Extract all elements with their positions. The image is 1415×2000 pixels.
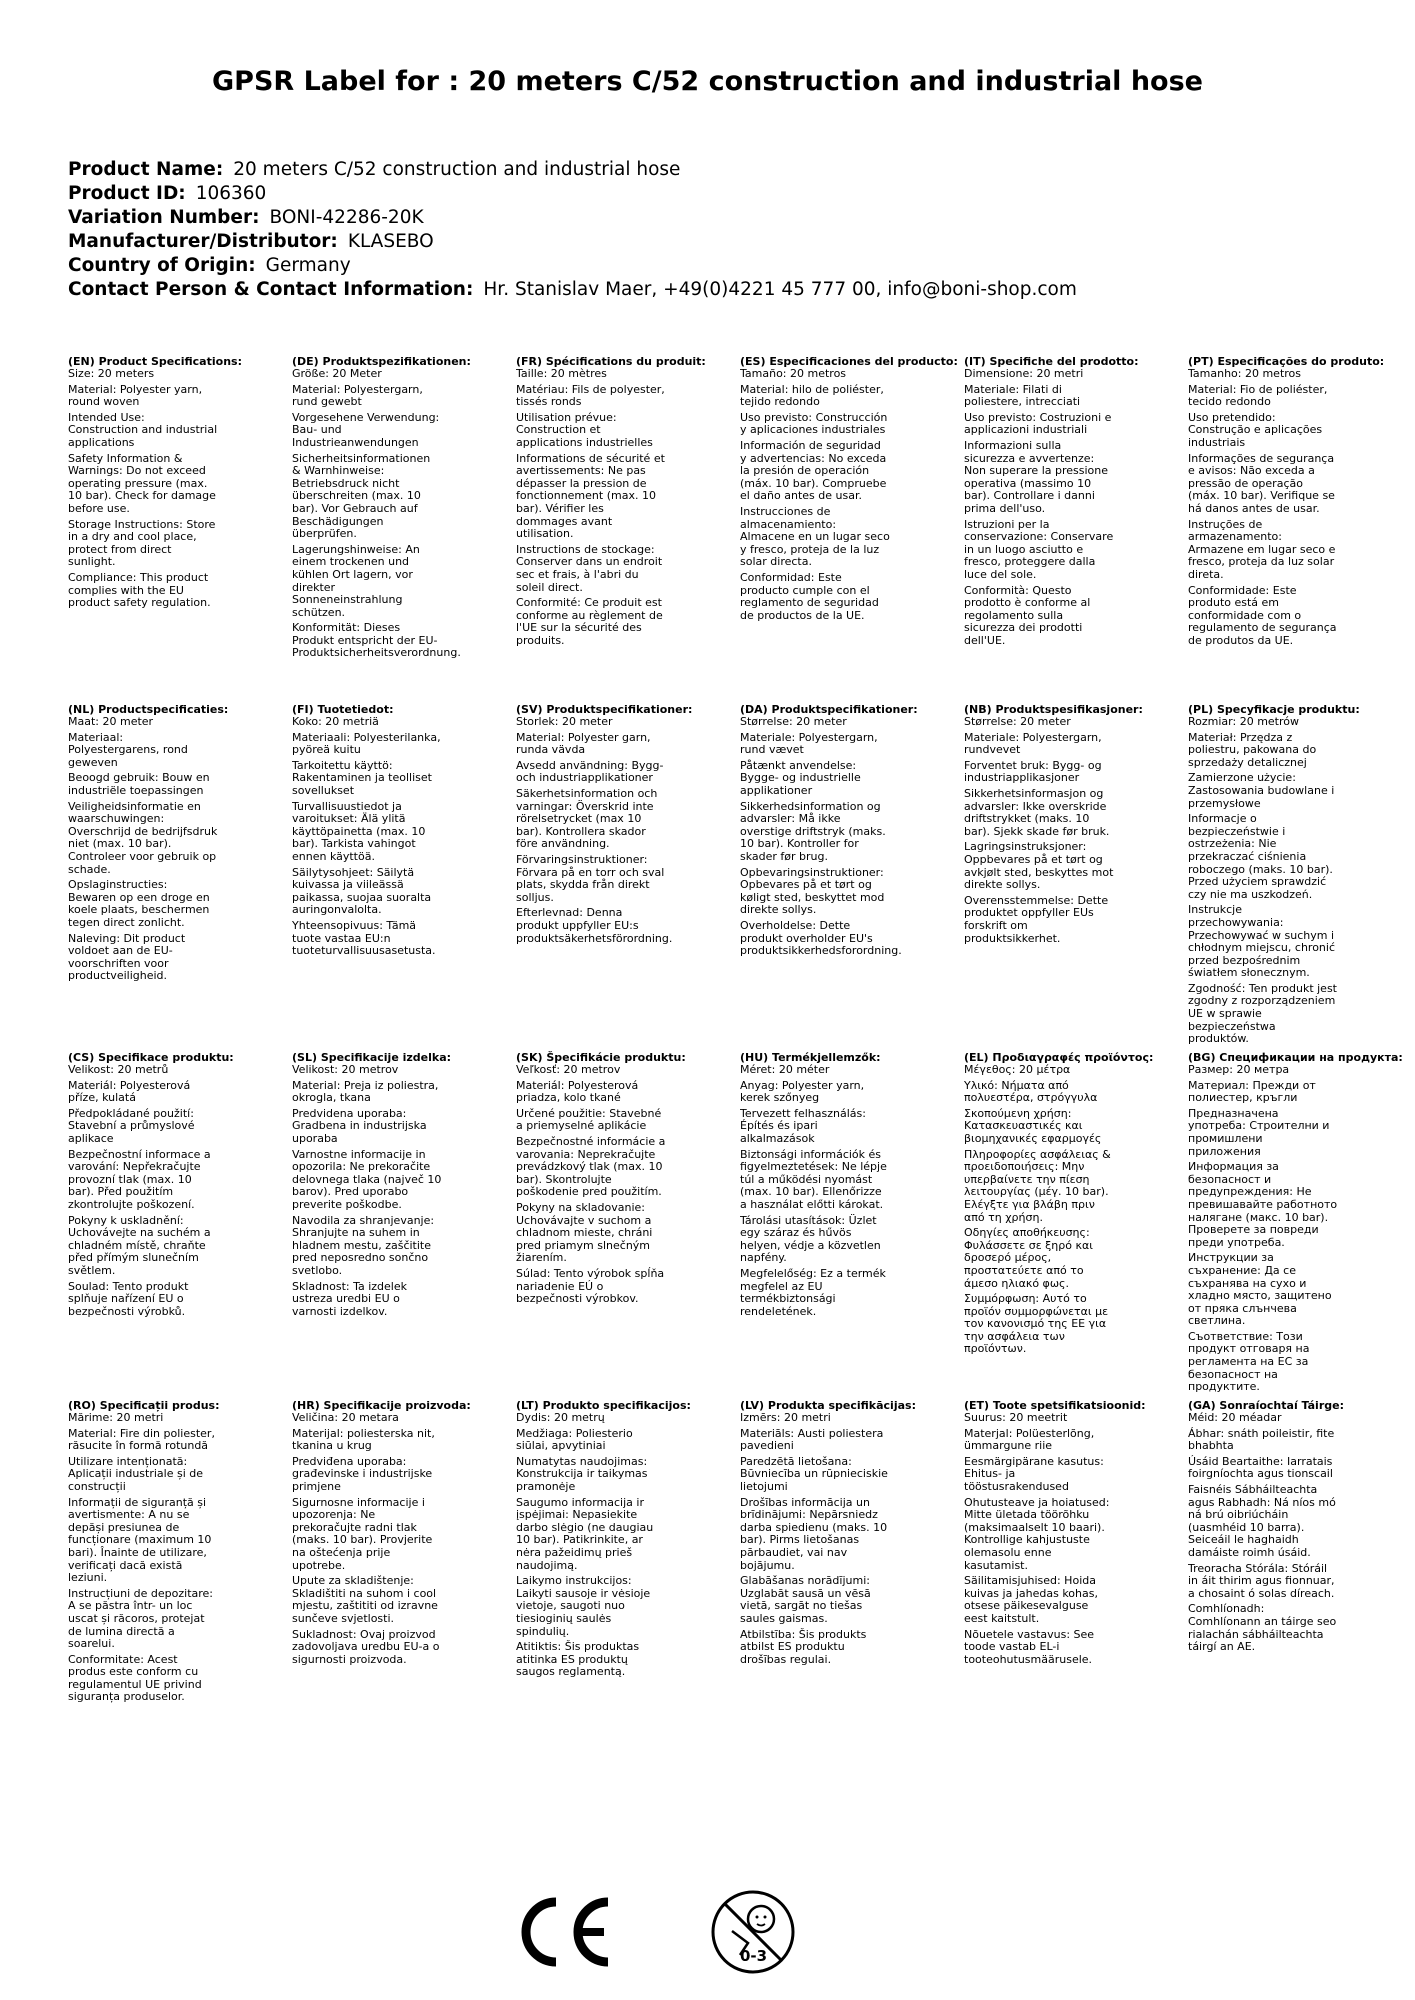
page-title: GPSR Label for : 20 meters C/52 construction and industrial hose bbox=[212, 66, 1203, 97]
spec-line: Pokyny na skladovanie: Uchovávajte v suchom a chladnom mieste, chráni pred priamym slnečným žiarením. bbox=[516, 1200, 653, 1265]
spec-line: Utilizare intenționată: Aplicații industriale și de construcții bbox=[68, 1454, 204, 1493]
spec-line: Pokyny k uskladnění: Uchovávejte na suchém a chladném místě, chraňte před přímým slunečním světlem. bbox=[68, 1213, 211, 1277]
spec-line: Sicherheitsinformationen & Warnhinweise: Betriebsdruck nicht überschreiten (max. 10 bar). Vor Gebrauch auf Beschädigungen überprüfen. bbox=[292, 451, 431, 541]
spec-heading: (PL) Specyfikacje produktu: bbox=[1188, 703, 1360, 716]
spec-line: Materiale: Polyestergarn, rund vævet bbox=[740, 730, 878, 757]
product-info bbox=[68, 158, 1077, 302]
spec-heading: (LV) Produkta specifikācijas: bbox=[740, 1399, 916, 1412]
spec-row bbox=[68, 1399, 1398, 1747]
spec-line: Eesmärgipärane kasutus: Ehitus- ja tööstusrakendused bbox=[964, 1454, 1104, 1493]
spec-line: Material: Fire din poliester, răsucite în formă rotundă bbox=[68, 1426, 215, 1453]
spec-line: Opbevaringsinstruktioner: Opbevares på et tørt og køligt sted, beskyttet mod direkte sollys. bbox=[740, 865, 885, 917]
spec-line: Materiál: Polyesterová priadza, kolo tkané bbox=[516, 1078, 639, 1105]
spec-line: Säilitamisjuhised: Hoida kuivas ja jahedas kohas, otsese päikesevalguse eest kaitstult. bbox=[964, 1574, 1098, 1625]
spec-heading: (SL) Specifikacije izdelka: bbox=[292, 1051, 452, 1064]
spec-line: Safety Information & Warnings: Do not exceed operating pressure (max. 10 bar). Check for damage before use. bbox=[68, 451, 216, 515]
spec-line: Informații de siguranță și avertismente: A nu se depăși presiunea de funcționare (maximum 10 bari). Înainte de utilizare, verificați dacă există leziuni. bbox=[68, 1495, 212, 1585]
spec-line: Dydis: 20 metrų bbox=[516, 1411, 605, 1424]
spec-line: Zgodność: Ten produkt jest zgodny z rozporządzeniem UE w sprawie bezpieczeństwa produktów. bbox=[1188, 981, 1337, 1046]
spec-heading: (EN) Product Specifications: bbox=[68, 355, 242, 368]
spec-line: Treoracha Stórála: Stóráil in áit thirim agus fionnuar, a chosaint ó solas díreach. bbox=[1188, 1561, 1335, 1600]
spec-line: Naleving: Dit product voldoet aan de EU-voorschriften voor productveiligheid. bbox=[68, 931, 186, 983]
spec-line: Predvidena uporaba: Gradbena in industrijska uporaba bbox=[292, 1106, 427, 1145]
spec-line: Veiligheidsinformatie en waarschuwingen: Overschrijd de bedrijfsdruk niet (max. 10 bar). Controleer voor gebruik op schade. bbox=[68, 799, 218, 876]
spec-line: Bezpečnostné informácie a varovania: Neprekračujte prevádzkový tlak (max. 10 bar). Skontrolujte poškodenie pred použitím. bbox=[516, 1134, 666, 1199]
spec-line: Predviđena uporaba: građevinske i industrijske primjene bbox=[292, 1454, 433, 1493]
spec-block bbox=[516, 1051, 740, 1399]
spec-line: Размер: 20 метра bbox=[1188, 1063, 1290, 1076]
product-info-label: Product ID: bbox=[68, 183, 186, 204]
spec-line: Předpokládané použití: Stavební a průmyslové aplikace bbox=[68, 1106, 195, 1145]
spec-line: Storage Instructions: Store in a dry and cool place, protect from direct sunlight. bbox=[68, 517, 216, 569]
spec-line: Mărime: 20 metri bbox=[68, 1411, 164, 1424]
spec-line: Säilytysohjeet: Säilytä kuivassa ja viileässä paikassa, suojaa suoralta auringonvalolta. bbox=[292, 865, 432, 917]
spec-block bbox=[292, 1399, 516, 1747]
spec-line: Materiál: Polyesterová příze, kulatá bbox=[68, 1078, 191, 1105]
spec-line: Forventet bruk: Bygg- og industriapplikasjoner bbox=[964, 758, 1102, 785]
spec-line: Informations de sécurité et avertissements: Ne pas dépasser la pression de fonctionnement (max. 10 bar). Vérifier les dommages avant utilisation. bbox=[516, 451, 665, 541]
product-info-value: Germany bbox=[265, 255, 351, 276]
spec-line: Οδηγίες αποθήκευσης: Φυλάσσετε σε ξηρό και δροσερό μέρος, προστατεύετε από το άμεσο ηλιακό φως. bbox=[964, 1226, 1093, 1290]
spec-line: Påtænkt anvendelse: Bygge- og industrielle applikationer bbox=[740, 758, 861, 797]
spec-line: Sukladnost: Ovaj proizvod zadovoljava uredbu EU-a o sigurnosti proizvoda. bbox=[292, 1627, 440, 1666]
spec-line: Tervezett felhasználás: Építés és ipari alkalmazások bbox=[740, 1106, 866, 1145]
spec-heading: (SV) Produktspecifikationer: bbox=[516, 703, 693, 716]
spec-block bbox=[292, 355, 516, 703]
spec-line: Informações de segurança e avisos: Não exceda a pressão de operação (máx. 10 bar). Verifique se há danos antes de usar. bbox=[1188, 451, 1335, 515]
product-info-row bbox=[68, 206, 1077, 230]
spec-block bbox=[1188, 1399, 1412, 1747]
spec-line: Varnostne informacije in opozorila: Ne prekoračite delovnega tlaka (največ 10 barov). Pred uporabo preverite poškodbe. bbox=[292, 1147, 442, 1211]
spec-line: Matériau: Fils de polyester, tissés ronds bbox=[516, 382, 665, 409]
spec-block bbox=[740, 703, 964, 1051]
spec-line: Méid: 20 méadar bbox=[1188, 1411, 1282, 1424]
spec-line: Size: 20 meters bbox=[68, 367, 155, 380]
spec-line: Efterlevnad: Denna produkt uppfyller EU:s produktsäkerhetsförordning. bbox=[516, 906, 673, 945]
spec-line: Medžiaga: Poliesterio siūlai, apvytiniai bbox=[516, 1426, 633, 1453]
spec-line: Información de seguridad y advertencias: No exceda la presión de operación (máx. 10 bar). Compruebe el daño antes de usar. bbox=[740, 438, 887, 503]
spec-heading: (SK) Špecifikácie produktu: bbox=[516, 1051, 686, 1064]
spec-line: Velikost: 20 metrů bbox=[68, 1063, 169, 1076]
spec-heading: (RO) Specificații produs: bbox=[68, 1399, 220, 1412]
spec-block bbox=[516, 703, 740, 1051]
spec-line: Materiāls: Austi poliestera pavedieni bbox=[740, 1426, 884, 1453]
spec-line: Nõuetele vastavus: See toode vastab EL-i tooteohutusmäärusele. bbox=[964, 1627, 1095, 1666]
spec-line: Conformidade: Este produto está em conformidade com o regulamento de segurança de produtos da UE. bbox=[1188, 583, 1337, 647]
spec-line: Beoogd gebruik: Bouw en industriële toepassingen bbox=[68, 771, 210, 797]
spec-line: Materijal: poliesterska nit, tkanina u krug bbox=[292, 1426, 435, 1453]
spec-line: Veličina: 20 metara bbox=[292, 1411, 399, 1424]
spec-line: Sikkerhedsinformation og advarsler: Må ikke overstige driftstryk (maks. 10 bar). Kontroller for skader før brug. bbox=[740, 799, 886, 863]
spec-block bbox=[964, 1399, 1188, 1747]
spec-row bbox=[68, 355, 1398, 703]
spec-grid bbox=[68, 355, 1403, 1747]
spec-line: Vorgesehene Verwendung: Bau- und Industrieanwendungen bbox=[292, 410, 440, 449]
spec-line: Megfelelőség: Ez a termék megfelel az EU termékbiztonsági rendeletének. bbox=[740, 1266, 886, 1318]
spec-line: Intended Use: Construction and industrial applications bbox=[68, 410, 218, 449]
spec-line: Instrucțiuni de depozitare: A se păstra într- un loc uscat și răcoros, protejat de lumina directă a soarelui. bbox=[68, 1586, 214, 1651]
spec-line: Upute za skladištenje: Skladištiti na suhom i cool mjestu, zaštititi od izravne sunčeve svjetlosti. bbox=[292, 1574, 438, 1625]
spec-line: Skladnost: Ta izdelek ustreza uredbi EU o varnosti izdelkov. bbox=[292, 1279, 407, 1318]
spec-line: Συμμόρφωση: Αυτό το προϊόν συμμορφώνεται με τον κανονισμό της ΕΕ για την ασφάλεια των προϊόντων. bbox=[964, 1292, 1109, 1356]
spec-line: Soulad: Tento produkt splňuje nařízení EU o bezpečnosti výrobků. bbox=[68, 1279, 189, 1318]
spec-heading: (GA) Sonraíochtaí Táirge: bbox=[1188, 1399, 1344, 1412]
spec-line: Conformité: Ce produit est conforme au règlement de l'UE sur la sécurité des produits. bbox=[516, 596, 663, 647]
spec-line: Určené použitie: Stavebné a priemyselné aplikácie bbox=[516, 1106, 662, 1133]
spec-line: Størrelse: 20 meter bbox=[964, 715, 1071, 728]
spec-line: Uso previsto: Costruzioni e applicazioni industriali bbox=[964, 410, 1112, 437]
spec-line: Tamaño: 20 metros bbox=[740, 367, 847, 380]
spec-line: Uso previsto: Construcción y aplicaciones industriales bbox=[740, 410, 888, 437]
spec-line: Uso pretendido: Construção e aplicações industriais bbox=[1188, 410, 1323, 449]
spec-heading: (FI) Tuotetiedot: bbox=[292, 703, 394, 716]
spec-line: Material: Fio de poliéster, tecido redondo bbox=[1188, 382, 1328, 409]
spec-line: Informazioni sulla sicurezza e avvertenze: Non superare la pressione operativa (massimo 10 bar). Controllare i danni prima dell'uso. bbox=[964, 438, 1108, 515]
spec-block bbox=[964, 355, 1188, 703]
product-info-row bbox=[68, 182, 1077, 206]
product-info-label: Manufacturer/Distributor: bbox=[68, 231, 338, 252]
spec-line: Conformidad: Este producto cumple con el reglamento de seguridad de productos de la UE. bbox=[740, 570, 879, 622]
spec-line: Съответствие: Този продукт отговаря на регламента на ЕС за безопасност на продуктите. bbox=[1188, 1329, 1310, 1394]
spec-line: Instruções de armazenamento: Armazene em lugar seco e fresco, proteja da luz solar direta. bbox=[1188, 517, 1336, 581]
spec-line: Opslaginstructies: Bewaren op een droge en koele plaats, beschermen tegen direct zonlicht. bbox=[68, 878, 210, 929]
spec-line: Utilisation prévue: Construction et applications industrielles bbox=[516, 410, 653, 449]
spec-line: Comhlíonadh: Comhlíonann an táirge seo rialachán sábháilteachta táirgí an AE. bbox=[1188, 1602, 1337, 1654]
spec-line: Drošības informācija un brīdinājumi: Nepārsniedz darba spiedienu (maks. 10 bar). Pirms lietošanas pārbaudiet, vai nav bojājumu. bbox=[740, 1495, 888, 1572]
product-info-row bbox=[68, 254, 1077, 278]
spec-line: Инструкции за съхранение: Да се съхранява на сухо и хладно място, защитено от пряка слънчева светлина. bbox=[1188, 1251, 1332, 1328]
spec-line: Materiaal: Polyestergarens, rond geweven bbox=[68, 730, 188, 769]
spec-block bbox=[964, 703, 1188, 1051]
spec-heading: (HR) Specifikacije proizvoda: bbox=[292, 1399, 471, 1412]
spec-line: Material: Polyester garn, runda vävda bbox=[516, 730, 651, 757]
spec-heading: (NL) Productspecificaties: bbox=[68, 703, 229, 716]
product-info-value: BONI-42286-20K bbox=[269, 207, 424, 228]
spec-line: Größe: 20 Meter bbox=[292, 367, 382, 380]
spec-line: Konformität: Dieses Produkt entspricht der EU-Produktsicherheitsverordnung. bbox=[292, 621, 461, 660]
spec-line: Avsedd användning: Bygg- och industriapplikationer bbox=[516, 758, 664, 785]
spec-line: Lagringsinstruksjoner: Oppbevares på et tørt og avkjølt sted, beskyttes mot direkte sollys. bbox=[964, 840, 1114, 892]
spec-block bbox=[1188, 1051, 1412, 1399]
spec-line: Izmērs: 20 metri bbox=[740, 1411, 831, 1424]
spec-line: Laikymo instrukcijos: Laikyti sausoje ir vėsioje vietoje, saugoti nuo tiesioginių saulės spindulių. bbox=[516, 1574, 651, 1638]
spec-line: Предназначена употреба: Строителни и промишлени приложения bbox=[1188, 1106, 1330, 1158]
spec-block bbox=[740, 355, 964, 703]
spec-line: Materiał: Przędza z poliestru, pakowana do sprzedaży detalicznej bbox=[1188, 730, 1317, 769]
spec-line: Material: Preja iz poliestra, okrogla, tkana bbox=[292, 1078, 439, 1105]
spec-line: Tarkoitettu käyttö: Rakentaminen ja teolliset sovellukset bbox=[292, 758, 432, 797]
spec-line: Материал: Прежди от полиестер, кръгли bbox=[1188, 1078, 1316, 1105]
spec-block bbox=[516, 1399, 740, 1747]
spec-line: Tamanho: 20 metros bbox=[1188, 367, 1302, 380]
spec-line: Velikost: 20 metrov bbox=[292, 1063, 399, 1076]
spec-block bbox=[292, 703, 516, 1051]
spec-block bbox=[516, 355, 740, 703]
spec-line: Veľkosť: 20 metrov bbox=[516, 1063, 621, 1076]
spec-line: Sikkerhetsinformasjon og advarsler: Ikke overskride driftstrykket (maks. 10 bar). Sjekk skade før bruk. bbox=[964, 786, 1110, 838]
spec-heading: (CS) Specifikace produktu: bbox=[68, 1051, 234, 1064]
ce-mark-icon bbox=[512, 1896, 612, 1968]
product-info-label: Product Name: bbox=[68, 159, 224, 180]
spec-block bbox=[68, 703, 292, 1051]
spec-line: Informacje o bezpieczeństwie i ostrzeżenia: Nie przekraczać ciśnienia roboczego (maks. 10 bar). Przed użyciem sprawdzić czy nie ma uszkodzeń. bbox=[1188, 812, 1333, 901]
spec-line: Saugumo informacija ir įspėjimai: Nepasiekite darbo slėgio (ne daugiau 10 bar). Patikrinkite, ar nėra pažeidimų prieš naudojimą. bbox=[516, 1495, 654, 1572]
spec-block bbox=[292, 1051, 516, 1399]
spec-line: Πληροφορίες ασφάλειας & προειδοποιήσεις: Μην υπερβαίνετε την πίεση λειτουργίας (μέγ. 10 bar). Ελέγξτε για βλάβη πριν από τη χρήση. bbox=[964, 1147, 1111, 1224]
spec-line: Förvaringsinstruktioner: Förvara på en torr och sval plats, skydda från direkt solljus. bbox=[516, 852, 665, 904]
spec-line: Glabāšanas norādījumi: Uzglabāt sausā un vēsā vietā, sargāt no tiešas saules gaismas. bbox=[740, 1574, 871, 1625]
spec-block bbox=[964, 1051, 1188, 1399]
product-info-value: 20 meters C/52 construction and industrial hose bbox=[233, 159, 681, 180]
spec-heading: (ET) Toote spetsifikatsioonid: bbox=[964, 1399, 1146, 1412]
spec-line: Atbilstība: Šis produkts atbilst ES produktu drošības regulai. bbox=[740, 1627, 867, 1666]
spec-line: Materjal: Polüesterlõng, ümmargune riie bbox=[964, 1426, 1095, 1453]
spec-line: Yhteensopivuus: Tämä tuote vastaa EU:n tuoteturvallisuusasetusta. bbox=[292, 918, 436, 958]
spec-block bbox=[1188, 703, 1412, 1051]
spec-line: Conformità: Questo prodotto è conforme al regolamento sulla sicurezza dei prodotti dell'UE. bbox=[964, 583, 1091, 647]
spec-line: Navodila za shranjevanje: Shranjujte na suhem in hladnem mestu, zaščitite pred neposredno sončno svetlobo. bbox=[292, 1213, 435, 1277]
spec-line: Taille: 20 mètres bbox=[516, 367, 607, 380]
spec-line: Istruzioni per la conservazione: Conservare in un luogo asciutto e fresco, proteggere dalla luce del sole. bbox=[964, 517, 1114, 581]
spec-row bbox=[68, 703, 1398, 1051]
product-info-row bbox=[68, 230, 1077, 254]
spec-line: Instrukcje przechowywania: Przechowywać w suchym i chłodnym miejscu, chronić przed bezpośrednim światłem słonecznym. bbox=[1188, 903, 1335, 980]
spec-heading: (PT) Especificações do produto: bbox=[1188, 355, 1385, 368]
spec-block bbox=[1188, 355, 1412, 703]
product-info-row bbox=[68, 158, 1077, 182]
product-info-label: Contact Person & Contact Information: bbox=[68, 279, 474, 300]
spec-block bbox=[740, 1399, 964, 1747]
spec-line: Zamierzone użycie: Zastosowania budowlane i przemysłowe bbox=[1188, 771, 1335, 810]
spec-line: Μέγεθος: 20 μέτρα bbox=[964, 1063, 1071, 1076]
spec-line: Material: hilo de poliéster, tejido redondo bbox=[740, 382, 884, 409]
spec-line: Numatytas naudojimas: Konstrukcija ir taikymas pramonėje bbox=[516, 1454, 648, 1493]
product-info-value: Hr. Stanislav Maer, +49(0)4221 45 777 00, info@boni-shop.com bbox=[483, 279, 1077, 300]
spec-line: Atitiktis: Šis produktas atitinka ES produktų saugos reglamentą. bbox=[516, 1640, 640, 1679]
spec-line: Materiaali: Polyesterilanka, pyöreä kuitu bbox=[292, 730, 441, 757]
spec-line: Turvallisuustiedot ja varoitukset: Älä ylitä käyttöpainetta (max. 10 bar). Tarkista vahingot ennen käyttöä. bbox=[292, 799, 426, 863]
spec-line: Suurus: 20 meetrit bbox=[964, 1411, 1068, 1424]
spec-line: Instrucciones de almacenamiento: Almacene en un lugar seco y fresco, proteja de la luz solar directa. bbox=[740, 504, 890, 569]
spec-line: Anyag: Polyester yarn, kerek szőnyeg bbox=[740, 1078, 865, 1105]
spec-line: Méret: 20 méter bbox=[740, 1063, 830, 1076]
spec-line: Maat: 20 meter bbox=[68, 715, 154, 728]
spec-line: Koko: 20 metriä bbox=[292, 715, 379, 728]
spec-heading: (ES) Especificaciones del producto: bbox=[740, 355, 958, 368]
spec-row bbox=[68, 1051, 1403, 1399]
spec-heading: (HU) Termékjellemzők: bbox=[740, 1051, 881, 1064]
spec-line: Säkerhetsinformation och varningar: Överskrid inte rörelsetrycket (max 10 bar). Kontrollera skador före användning. bbox=[516, 786, 658, 851]
spec-line: Ohutusteave ja hoiatused: Mitte ületada töörõhku (maksimaalselt 10 baari). Kontrollige kahjustuste olemasolu enne kasutamist. bbox=[964, 1495, 1110, 1572]
product-info-value: KLASEBO bbox=[347, 231, 434, 252]
spec-line: Tárolási utasítások: Üzlet egy száraz és hűvös helyen, védje a közvetlen napfény. bbox=[740, 1213, 881, 1265]
spec-line: Υλικό: Νήματα από πολυεστέρα, στρόγγυλα bbox=[964, 1078, 1098, 1105]
spec-line: Materiale: Polyestergarn, rundvevet bbox=[964, 730, 1102, 757]
spec-block bbox=[68, 1399, 292, 1747]
product-info-label: Country of Origin: bbox=[68, 255, 256, 276]
product-info-row bbox=[68, 278, 1077, 302]
spec-line: Størrelse: 20 meter bbox=[740, 715, 847, 728]
spec-line: Biztonsági információk és figyelmeztetések: Ne lépje túl a működési nyomást (max. 10 bar). Ellenőrizze a használat előtti károkat. bbox=[740, 1147, 887, 1211]
spec-heading: (IT) Specifiche del prodotto: bbox=[964, 355, 1139, 368]
spec-block bbox=[68, 1051, 292, 1399]
spec-block bbox=[740, 1051, 964, 1399]
spec-heading: (BG) Спецификации на продукта: bbox=[1188, 1051, 1403, 1064]
spec-block bbox=[68, 355, 292, 703]
spec-line: Overholdelse: Dette produkt overholder EU's produktsikkerhedsforordning. bbox=[740, 918, 902, 958]
spec-heading: (DE) Produktspezifikationen: bbox=[292, 355, 471, 368]
spec-line: Σκοπούμενη χρήση: Κατασκευαστικές και βιομηχανικές εφαρμογές bbox=[964, 1106, 1102, 1145]
spec-heading: (EL) Προδιαγραφές προϊόντος: bbox=[964, 1051, 1154, 1064]
spec-line: Sigurnosne informacije i upozorenja: Ne prekoračujte radni tlak (maks. 10 bar). Provjerite na oštećenja prije upotrebe. bbox=[292, 1495, 433, 1572]
spec-line: Информация за безопасност и предупреждения: Не превишавайте работното налягане (макс. 10 bar). Проверете за повреди преди употреба. bbox=[1188, 1160, 1338, 1249]
spec-line: Úsáid Beartaithe: Iarratais foirgníochta agus tionscail bbox=[1188, 1454, 1333, 1481]
spec-line: Conformitate: Acest produs este conform cu regulamentul UE privind siguranța produselor. bbox=[68, 1652, 202, 1704]
spec-line: Instructions de stockage: Conserver dans un endroit sec et frais, à l'abri du soleil direct. bbox=[516, 542, 663, 594]
spec-line: Material: Polyester yarn, round woven bbox=[68, 382, 203, 409]
spec-line: Bezpečnostní informace a varování: Nepřekračujte provozní tlak (max. 10 bar). Před použitím zkontrolujte poškození. bbox=[68, 1147, 211, 1211]
not-for-children-0-3-icon bbox=[710, 1889, 796, 1975]
spec-line: Storlek: 20 meter bbox=[516, 715, 613, 728]
spec-line: Súlad: Tento výrobok spĺňa nariadenie EÚ o bezpečnosti výrobkov. bbox=[516, 1266, 665, 1306]
spec-heading: (DA) Produktspecifikationer: bbox=[740, 703, 918, 716]
spec-line: Materiale: Filati di poliestere, intrecciati bbox=[964, 382, 1081, 409]
spec-line: Overensstemmelse: Dette produktet oppfyller EUs forskrift om produktsikkerhet. bbox=[964, 893, 1109, 945]
product-info-label: Variation Number: bbox=[68, 207, 260, 228]
spec-heading: (NB) Produktspesifikasjoner: bbox=[964, 703, 1143, 716]
product-info-value: 106360 bbox=[195, 183, 267, 204]
spec-line: Faisnéis Sábháilteachta agus Rabhadh: Ná níos mó ná brú oibriúcháin (uasmhéid 10 barra). Seiceáil le haghaidh damáiste roimh úsáid. bbox=[1188, 1482, 1336, 1559]
spec-line: Dimensione: 20 metri bbox=[964, 367, 1084, 380]
spec-heading: (LT) Produkto specifikacijos: bbox=[516, 1399, 691, 1412]
spec-line: Compliance: This product complies with the EU product safety regulation. bbox=[68, 570, 211, 610]
spec-heading: (FR) Spécifications du produit: bbox=[516, 355, 706, 368]
spec-line: Ábhar: snáth poileistir, fite bhabhta bbox=[1188, 1426, 1335, 1453]
spec-line: Paredzētā lietošana: Būvniecība un rūpnieciskie lietojumi bbox=[740, 1454, 888, 1493]
age-label: 0-3 bbox=[740, 1947, 768, 1965]
spec-line: Rozmiar: 20 metrów bbox=[1188, 715, 1299, 728]
spec-line: Lagerungshinweise: An einem trockenen und kühlen Ort lagern, vor direkter Sonneneinstrahlung schützen. bbox=[292, 542, 420, 619]
spec-line: Material: Polyestergarn, rund gewebt bbox=[292, 382, 423, 409]
